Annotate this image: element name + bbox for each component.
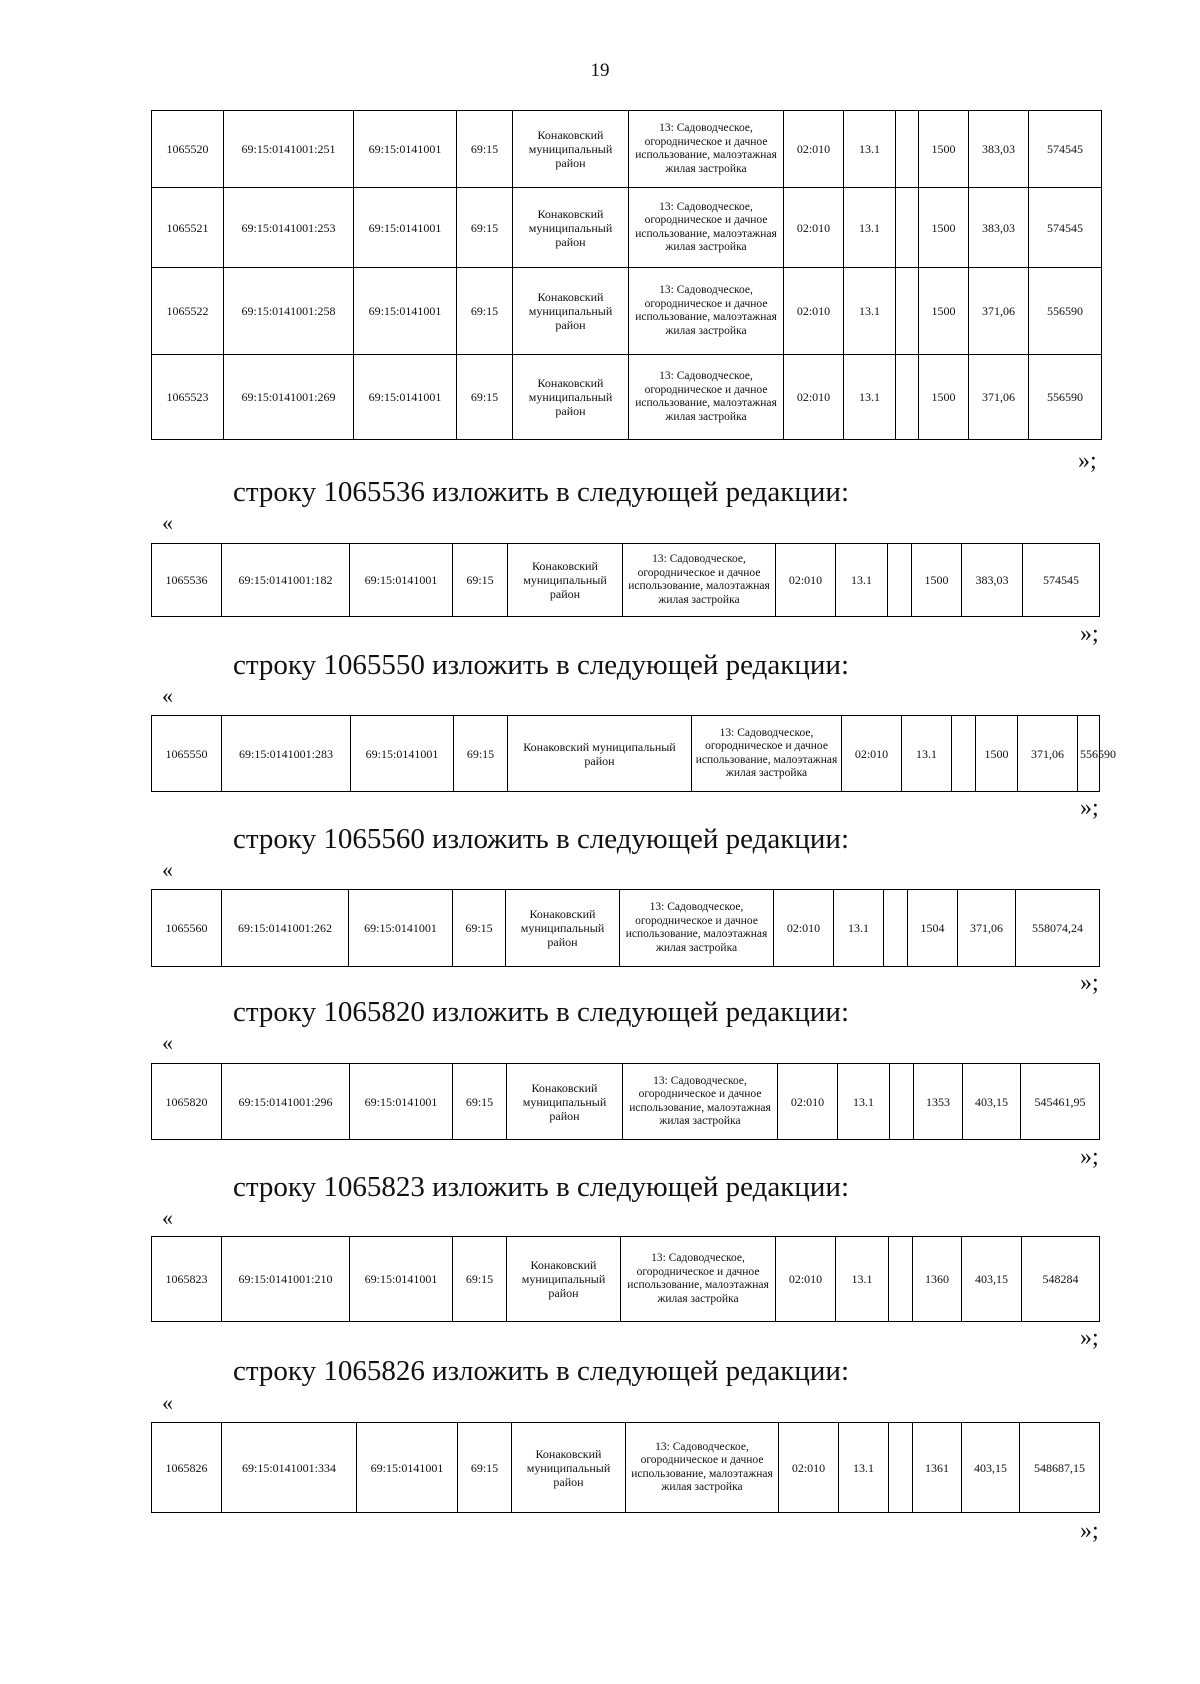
amendment-table — [151, 1063, 1100, 1140]
row-id: 1065820 — [152, 1064, 222, 1140]
land-use-purpose: 13: Садоводческое, огородническое и дачное использование, малоэтажная жилая застройка — [629, 355, 784, 440]
amendment-heading: строку 1065820 изложить в следующей редакции: — [233, 996, 849, 1028]
area: 1500 — [976, 716, 1018, 792]
municipality: Конаковский муниципальный район — [508, 716, 692, 792]
amendment-heading: строку 1065560 изложить в следующей редакции: — [233, 823, 849, 855]
closing-quote: »; — [1080, 1144, 1099, 1170]
cadastral-quarter: 69:15:0141001 — [350, 1064, 453, 1140]
okato: 69:15 — [458, 1423, 512, 1513]
row-id: 1065521 — [152, 188, 224, 268]
specific-value: 403,15 — [963, 1064, 1021, 1140]
okato: 69:15 — [457, 188, 513, 268]
specific-value: 371,06 — [958, 890, 1016, 967]
empty-cell — [888, 544, 912, 617]
municipality: Конаковский муниципальный район — [507, 1237, 621, 1322]
cadastral-number: 69:15:0141001:283 — [222, 716, 351, 792]
amendment-heading: строку 1065826 изложить в следующей редакции: — [233, 1355, 849, 1387]
group: 13.1 — [834, 890, 884, 967]
cadastral-quarter: 69:15:0141001 — [351, 716, 454, 792]
cadastral-value: 545461,95 — [1021, 1064, 1100, 1140]
okato: 69:15 — [453, 1237, 507, 1322]
code: 02:010 — [784, 355, 844, 440]
group: 13.1 — [838, 1064, 890, 1140]
closing-quote: »; — [1080, 1325, 1099, 1351]
cadastral-quarter: 69:15:0141001 — [354, 188, 457, 268]
table-row — [152, 188, 1102, 268]
area: 1500 — [919, 111, 969, 188]
page-number: 19 — [590, 60, 610, 81]
area: 1500 — [912, 544, 962, 617]
municipality: Конаковский муниципальный район — [506, 890, 620, 967]
cadastral-number: 69:15:0141001:210 — [222, 1237, 350, 1322]
area: 1500 — [919, 188, 969, 268]
table-row — [152, 716, 1100, 792]
table-row — [152, 544, 1100, 617]
group: 13.1 — [844, 188, 896, 268]
cadastral-quarter: 69:15:0141001 — [354, 355, 457, 440]
cadastral-number: 69:15:0141001:269 — [224, 355, 354, 440]
cadastral-value: 574545 — [1029, 111, 1102, 188]
amendment-heading: строку 1065823 изложить в следующей редакции: — [233, 1171, 849, 1203]
row-id: 1065823 — [152, 1237, 222, 1322]
opening-quote: « — [162, 1030, 173, 1055]
specific-value: 403,15 — [962, 1237, 1022, 1322]
row-id: 1065536 — [152, 544, 222, 617]
amendment-table — [151, 1236, 1100, 1322]
opening-quote: « — [162, 1390, 173, 1415]
municipality: Конаковский муниципальный район — [508, 544, 623, 617]
cadastral-quarter: 69:15:0141001 — [357, 1423, 458, 1513]
table-row — [152, 1064, 1100, 1140]
row-id: 1065550 — [152, 716, 222, 792]
opening-quote: « — [162, 683, 173, 708]
amendment-table — [151, 715, 1116, 792]
opening-quote: « — [162, 1205, 173, 1230]
land-use-purpose: 13: Садоводческое, огородническое и дачное использование, малоэтажная жилая застройка — [623, 544, 776, 617]
empty-cell — [896, 355, 919, 440]
code: 02:010 — [774, 890, 834, 967]
okato: 69:15 — [453, 544, 508, 617]
okato: 69:15 — [453, 890, 506, 967]
specific-value: 403,15 — [962, 1423, 1020, 1513]
municipality: Конаковский муниципальный район — [513, 188, 629, 268]
land-use-purpose: 13: Садоводческое, огородническое и дачное использование, малоэтажная жилая застройка — [621, 1237, 776, 1322]
closing-quote: »; — [1080, 1518, 1099, 1544]
cadastral-value: 556590 — [1078, 716, 1100, 792]
cadastral-value: 556590 — [1029, 268, 1102, 355]
amendment-heading: строку 1065536 изложить в следующей редакции: — [233, 476, 849, 508]
row-id: 1065523 — [152, 355, 224, 440]
cadastral-quarter: 69:15:0141001 — [349, 890, 453, 967]
table-row — [152, 268, 1102, 355]
empty-cell — [889, 1423, 913, 1513]
intro-table — [151, 110, 1102, 440]
cadastral-number: 69:15:0141001:182 — [222, 544, 350, 617]
code: 02:010 — [778, 1064, 838, 1140]
opening-quote: « — [162, 510, 173, 535]
specific-value: 371,06 — [969, 355, 1029, 440]
group: 13.1 — [844, 355, 896, 440]
amendment-table — [151, 543, 1100, 617]
land-use-purpose: 13: Садоводческое, огородническое и дачное использование, малоэтажная жилая застройка — [623, 1064, 778, 1140]
okato: 69:15 — [454, 716, 508, 792]
cadastral-quarter: 69:15:0141001 — [350, 1237, 453, 1322]
group: 13.1 — [844, 268, 896, 355]
area: 1353 — [914, 1064, 963, 1140]
code: 02:010 — [842, 716, 902, 792]
closing-quote: »; — [1080, 621, 1099, 647]
code: 02:010 — [776, 544, 836, 617]
specific-value: 383,03 — [969, 111, 1029, 188]
area: 1504 — [908, 890, 958, 967]
empty-cell — [884, 890, 908, 967]
land-use-purpose: 13: Садоводческое, огородническое и дачное использование, малоэтажная жилая застройка — [620, 890, 774, 967]
empty-cell — [896, 111, 919, 188]
code: 02:010 — [776, 1237, 836, 1322]
land-use-purpose: 13: Садоводческое, огородническое и дачное использование, малоэтажная жилая застройка — [629, 268, 784, 355]
cadastral-quarter: 69:15:0141001 — [354, 111, 457, 188]
cadastral-quarter: 69:15:0141001 — [354, 268, 457, 355]
cadastral-number: 69:15:0141001:262 — [222, 890, 349, 967]
cadastral-value: 548687,15 — [1020, 1423, 1100, 1513]
code: 02:010 — [784, 268, 844, 355]
cadastral-number: 69:15:0141001:258 — [224, 268, 354, 355]
cadastral-number: 69:15:0141001:296 — [222, 1064, 350, 1140]
cadastral-value: 574545 — [1023, 544, 1100, 617]
table-row — [152, 1237, 1100, 1322]
cadastral-value: 556590 — [1029, 355, 1102, 440]
closing-quote: »; — [1080, 795, 1099, 821]
table-row — [152, 111, 1102, 188]
cadastral-quarter: 69:15:0141001 — [350, 544, 453, 617]
cadastral-value: 574545 — [1029, 188, 1102, 268]
amendment-table — [151, 1422, 1100, 1513]
specific-value: 371,06 — [1018, 716, 1078, 792]
specific-value: 383,03 — [969, 188, 1029, 268]
okato: 69:15 — [457, 111, 513, 188]
cadastral-value: 558074,24 — [1016, 890, 1100, 967]
land-use-purpose: 13: Садоводческое, огородническое и дачное использование, малоэтажная жилая застройка — [629, 188, 784, 268]
area: 1500 — [919, 355, 969, 440]
area: 1360 — [913, 1237, 962, 1322]
cadastral-number: 69:15:0141001:334 — [222, 1423, 357, 1513]
group: 13.1 — [839, 1423, 889, 1513]
land-use-purpose: 13: Садоводческое, огородническое и дачное использование, малоэтажная жилая застройка — [626, 1423, 779, 1513]
land-use-purpose: 13: Садоводческое, огородническое и дачное использование, малоэтажная жилая застройка — [692, 716, 842, 792]
area: 1361 — [913, 1423, 962, 1513]
group: 13.1 — [836, 1237, 889, 1322]
code: 02:010 — [784, 188, 844, 268]
table-row — [152, 890, 1100, 967]
municipality: Конаковский муниципальный район — [507, 1064, 623, 1140]
closing-quote: »; — [1080, 970, 1099, 996]
opening-quote: « — [162, 857, 173, 882]
code: 02:010 — [779, 1423, 839, 1513]
row-id: 1065826 — [152, 1423, 222, 1513]
specific-value: 371,06 — [969, 268, 1029, 355]
closing-quote: »; — [1078, 448, 1097, 474]
group: 13.1 — [844, 111, 896, 188]
municipality: Конаковский муниципальный район — [513, 268, 629, 355]
table-row — [152, 355, 1102, 440]
empty-cell — [889, 1237, 913, 1322]
cadastral-number: 69:15:0141001:253 — [224, 188, 354, 268]
specific-value: 383,03 — [962, 544, 1023, 617]
row-id: 1065522 — [152, 268, 224, 355]
land-use-purpose: 13: Садоводческое, огородническое и дачное использование, малоэтажная жилая застройка — [629, 111, 784, 188]
empty-cell — [896, 188, 919, 268]
cadastral-number: 69:15:0141001:251 — [224, 111, 354, 188]
table-row — [152, 1423, 1100, 1513]
amendment-table — [151, 889, 1100, 967]
empty-cell — [890, 1064, 914, 1140]
group: 13.1 — [836, 544, 888, 617]
okato: 69:15 — [457, 268, 513, 355]
municipality: Конаковский муниципальный район — [513, 111, 629, 188]
row-id: 1065520 — [152, 111, 224, 188]
okato: 69:15 — [453, 1064, 507, 1140]
empty-cell — [952, 716, 976, 792]
okato: 69:15 — [457, 355, 513, 440]
municipality: Конаковский муниципальный район — [513, 355, 629, 440]
area: 1500 — [919, 268, 969, 355]
municipality: Конаковский муниципальный район — [512, 1423, 626, 1513]
amendment-heading: строку 1065550 изложить в следующей редакции: — [233, 649, 849, 681]
group: 13.1 — [902, 716, 952, 792]
empty-cell — [896, 268, 919, 355]
code: 02:010 — [784, 111, 844, 188]
cadastral-value: 548284 — [1022, 1237, 1100, 1322]
row-id: 1065560 — [152, 890, 222, 967]
